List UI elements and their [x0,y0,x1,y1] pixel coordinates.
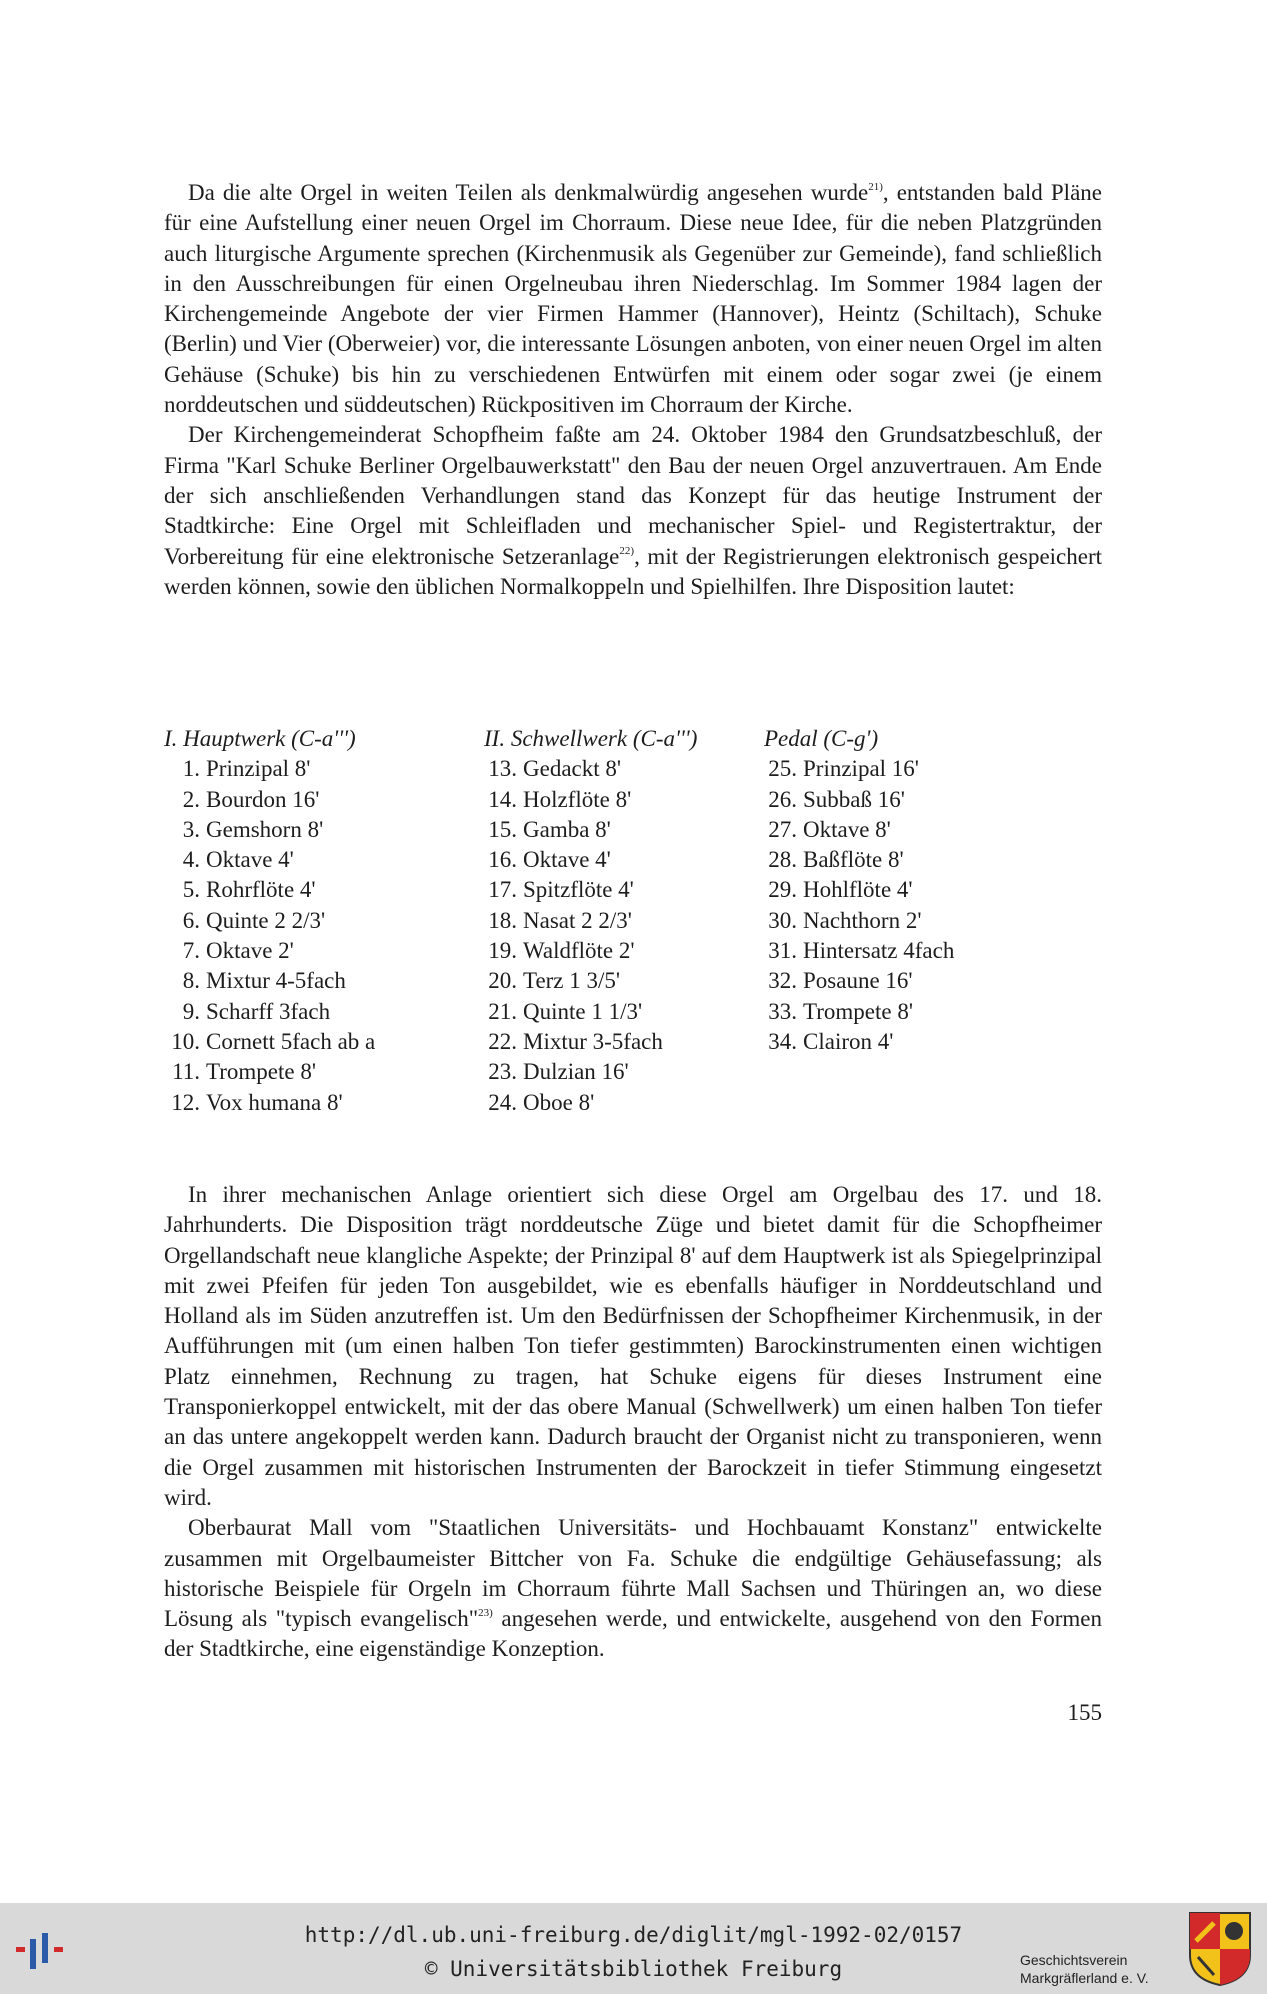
paragraph: In ihrer mechanischen Anlage orientiert sich diese Orgel am Orgelbau des 17. und 18. Jahrhunderts. Die Disposition trägt norddeutsche Züge und bietet damit für die Schopfheimer Orgellandschaft neue klangliche Aspekte; der Prinzipal 8' auf dem Hauptwerk ist als Spiegelprinzipal mit zwei Pfeifen für jeden Ton ausgebildet, wie es ebenfalls häufiger in Norddeutschland und Holland als im Süden anzutreffen ist. Um den Bedürfnissen der Schopfheimer Kirchenmusik, in der Aufführungen mit (um einen halben Ton tiefer gestimmten) Barockinstrumenten einen wichtigen Platz einnehmen, Rechnung zu tragen, hat Schuke eigens für dieses Instrument eine Transponierkoppel entwickelt, mit der das obere Manual (Schwellwerk) um einen halben Ton tiefer an das untere angekoppelt werden kann. Dadurch braucht der Organist nicht zu transponieren, wenn die Orgel zusammen mit historischen Instrumenten der Barockzeit in tiefer Stimmung eingesetzt wird. [164,1182,1102,1510]
manual-title: Pedal (C-g') [764,726,879,751]
footnote-ref: 23) [478,1607,493,1620]
society-line: Markgräflerland e. V. [1020,1970,1149,1986]
stop-item: 12. Vox humana 8' [171,1089,343,1115]
footnote-ref: 22) [619,544,635,557]
stop-item: 22. Mixtur 3-5fach [488,1028,663,1054]
stop-item: 31. Hintersatz 4fach [768,938,955,964]
coat-of-arms-icon[interactable] [1188,1911,1252,1991]
footer-copyright: © Universitätsbibliothek Freiburg [424,1957,843,1981]
stop-item: 11. Trompete 8' [172,1059,316,1085]
stop-item: 26. Subbaß 16' [768,786,905,812]
stop-item: 4. Oktave 4' [182,847,294,873]
stop-item: 23. Dulzian 16' [488,1059,629,1085]
stop-item: 6. Quinte 2 2/3' [182,907,326,933]
manual-title: II. Schwellwerk (C-a''') [484,726,698,751]
stop-list [164,754,375,1118]
stop-item: 33. Trompete 8' [768,998,913,1024]
stop-list [764,754,954,1057]
stop-item: 17. Spitzflöte 4' [488,877,634,903]
stop-item: 3. Gemshorn 8' [182,816,324,842]
stop-item: 13. Gedackt 8' [488,756,622,782]
stop-item: 8. Mixtur 4-5fach [182,968,346,994]
stop-item: 9. Scharff 3fach [182,998,331,1024]
paragraph: Da die alte Orgel in weiten Teilen als denkmalwürdig angesehen wurde$^{21)}$, entstanden bald Pläne für eine Aufstellung einer neuen Orgel im Chorraum. Diese neue Idee, für die neben Platzgründen auch liturgische Argumente sprechen (Kirchenmusik als Gegenüber zur Gemeinde), fand schließlich in den Ausschreibungen für einen Orgelneubau ihren Niederschlag. Im Sommer 1984 lagen der Kirchengemeinde Angebote der vier Firmen Hammer (Hannover), Heintz (Schiltach), Schuke (Berlin) und Vier (Oberweier) vor, die interessante Lösungen anboten, von einer neuen Orgel im alten Gehäuse (Schuke) bis hin zu verschiedenen Entwürfen mit einem oder sogar zwei (je einem norddeutschen und süddeutschen) Rückpositiven im Chorraum der Kirche. [164,180,1102,418]
stop-item: 7. Oktave 2' [182,938,294,964]
intro-text [164,178,1102,602]
stop-item: 24. Oboe 8' [488,1089,595,1115]
stop-item: 1. Prinzipal 8' [182,756,311,782]
manual-title: I. Hauptwerk (C-a''') [164,726,356,751]
stop-item: 18. Nasat 2 2/3' [488,907,632,933]
paragraph: Oberbaurat Mall vom "Staatlichen Universitäts- und Hochbauamt Konstanz" entwickelte zusammen mit Orgelbaumeister Bittcher von Fa. Schuke die endgültige Gehäusefassung; als historische Beispiele für Orgeln im Chorraum führte Mall Sachsen und Thüringen an, wo diese Lösung als "typisch evangelisch"$^{23)}$ angesehen werde, und entwickelte, ausgehend von den Formen der Stadtkirche, eine eigenständige Konzeption. [164,1515,1102,1662]
stop-item: 27. Oktave 8' [768,816,891,842]
stop-item: 20. Terz 1 3/5' [488,968,621,994]
stop-item: 21. Quinte 1 1/3' [488,998,643,1024]
disposition-pedal [764,724,954,1057]
closing-text [164,1180,1102,1665]
stop-item: 2. Bourdon 16' [182,786,320,812]
stop-list [484,754,697,1118]
page-number: 155 [1067,1700,1102,1725]
footer-society-name [1020,1951,1149,1987]
stop-item: 28. Baßflöte 8' [768,847,904,873]
stop-item: 29. Hohlflöte 4' [768,877,913,903]
stop-item: 5. Rohrflöte 4' [182,877,316,903]
stop-item: 10. Cornett 5fach ab a [171,1028,376,1054]
stop-item: 16. Oktave 4' [488,847,611,873]
disposition-hauptwerk [164,724,375,1118]
paragraph: Der Kirchengemeinderat Schopfheim faßte am 24. Oktober 1984 den Grundsatzbeschluß, der Firma "Karl Schuke Berliner Orgelbauwerkstatt" den Bau der neuen Orgel anzuvertrauen. Am Ende der sich anschließenden Verhandlungen stand das Konzept für das heutige Instrument der Stadtkirche: Eine Orgel mit Schleifladen und mechanischer Spiel- und Registertraktur, der Vorbereitung für eine elektronische Setzeranlage$^{22)}$, mit der Registrierungen elektronisch gespeichert werden können, sowie den üblichen Normalkoppeln und Spielhilfen. Ihre Disposition lautet: [164,422,1103,599]
stop-item: 34. Clairon 4' [768,1028,894,1054]
disposition-schwellwerk [484,724,697,1118]
stop-item: 14. Holzflöte 8' [488,786,632,812]
footnote-ref: 21) [868,181,883,193]
footer-url-link[interactable]: http://dl.ub.uni-freiburg.de/diglit/mgl-1992-02/0157 [304,1923,963,1947]
stop-item: 25. Prinzipal 16' [768,756,919,782]
society-line: Geschichtsverein [1020,1952,1128,1968]
stop-item: 19. Waldflöte 2' [488,938,635,964]
stop-item: 32. Posaune 16' [768,968,913,994]
stop-item: 30. Nachthorn 2' [768,907,922,933]
stop-item: 15. Gamba 8' [488,816,611,842]
footer-band [0,1903,1267,1994]
